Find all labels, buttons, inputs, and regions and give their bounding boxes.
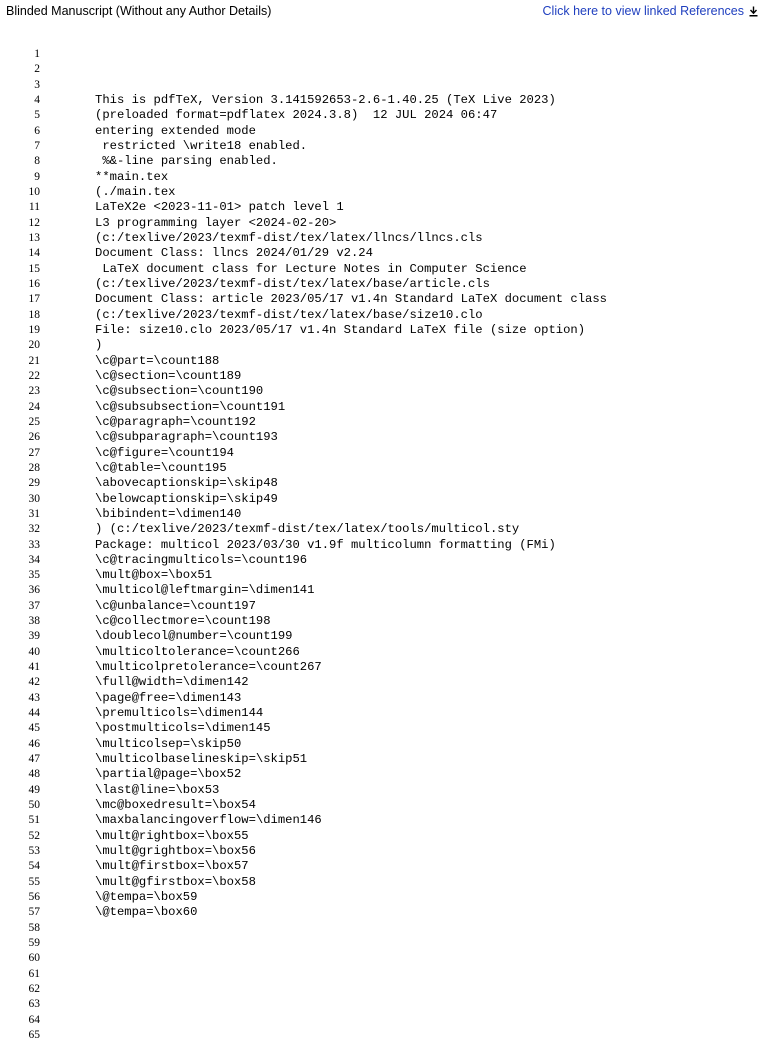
log-line: \mc@boxedresult=\box54 — [95, 798, 256, 813]
line-number: 63 — [28, 998, 40, 1011]
log-line: \mult@grightbox=\box56 — [95, 844, 256, 859]
line-number: 18 — [28, 308, 40, 321]
log-line: Document Class: article 2023/05/17 v1.4n Standard LaTeX document class — [95, 292, 607, 307]
log-line: \mult@firstbox=\box57 — [95, 859, 249, 874]
line-number: 21 — [28, 354, 40, 367]
log-line: (c:/texlive/2023/texmf-dist/tex/latex/base/size10.clo — [95, 307, 483, 322]
log-line: \multicolsep=\skip50 — [95, 736, 242, 751]
line-number: 36 — [28, 584, 40, 597]
line-number: 4 — [34, 93, 40, 106]
log-line: restricted \write18 enabled. — [95, 138, 308, 153]
line-number: 34 — [28, 553, 40, 566]
line-number: 7 — [34, 139, 40, 152]
line-number: 1 — [34, 48, 40, 60]
line-number: 19 — [28, 323, 40, 336]
line-number: 27 — [28, 446, 40, 459]
line-number: 14 — [28, 247, 40, 260]
log-line: **main.tex — [95, 169, 169, 184]
line-number: 12 — [28, 216, 40, 229]
log-line: \c@subparagraph=\count193 — [95, 430, 278, 445]
log-line: \page@free=\dimen143 — [95, 690, 242, 705]
manuscript-header-title: Blinded Manuscript (Without any Author Details) — [6, 4, 272, 18]
line-number: 28 — [28, 461, 40, 474]
log-line: \multicolbaselineskip=\skip51 — [95, 752, 308, 767]
log-line: \c@tracingmulticols=\count196 — [95, 552, 308, 567]
log-line: \maxbalancingoverflow=\dimen146 — [95, 813, 322, 828]
log-line: \multicolpretolerance=\count267 — [95, 660, 322, 675]
log-line — [95, 982, 607, 997]
log-line — [95, 78, 607, 93]
line-number: 6 — [34, 124, 40, 137]
log-line: \mult@box=\box51 — [95, 568, 213, 583]
line-number: 32 — [28, 523, 40, 536]
line-number: 24 — [28, 400, 40, 413]
log-line: Package: multicol 2023/03/30 v1.9f multicolumn formatting (FMi) — [95, 537, 556, 552]
log-line: ) — [95, 338, 103, 353]
log-line: ) (c:/texlive/2023/texmf-dist/tex/latex/tools/multicol.sty — [95, 522, 520, 537]
line-number: 65 — [28, 1029, 40, 1041]
line-number: 45 — [28, 722, 40, 735]
log-line — [95, 47, 607, 62]
line-number-gutter — [20, 47, 40, 1043]
line-number: 23 — [28, 385, 40, 398]
log-line: \premulticols=\dimen144 — [95, 706, 264, 721]
log-line: \c@unbalance=\count197 — [95, 598, 256, 613]
log-line: \abovecaptionskip=\skip48 — [95, 476, 278, 491]
log-line: \mult@gfirstbox=\box58 — [95, 874, 256, 889]
log-line: (c:/texlive/2023/texmf-dist/tex/latex/base/article.cls — [95, 276, 490, 291]
line-number: 61 — [28, 967, 40, 980]
line-number: 11 — [28, 201, 40, 214]
line-number: 60 — [28, 952, 40, 965]
log-line: (c:/texlive/2023/texmf-dist/tex/latex/llncs/llncs.cls — [95, 230, 483, 245]
log-line: \bibindent=\dimen140 — [95, 506, 242, 521]
log-line: \full@width=\dimen142 — [95, 675, 249, 690]
line-number: 30 — [28, 492, 40, 505]
line-number: 62 — [28, 983, 40, 996]
log-line: \partial@page=\box52 — [95, 767, 242, 782]
line-number: 29 — [28, 477, 40, 490]
log-line: \c@section=\count189 — [95, 368, 242, 383]
line-number: 3 — [34, 78, 40, 91]
line-number: 20 — [28, 339, 40, 352]
log-line: \c@collectmore=\count198 — [95, 614, 271, 629]
log-line: %&-line parsing enabled. — [95, 154, 278, 169]
log-line: (./main.tex — [95, 184, 176, 199]
line-number: 55 — [28, 875, 40, 888]
log-line: L3 programming layer <2024-02-20> — [95, 215, 337, 230]
log-line — [95, 967, 607, 982]
log-line: entering extended mode — [95, 123, 256, 138]
log-line — [95, 951, 607, 966]
line-number: 47 — [28, 753, 40, 766]
line-number: 8 — [34, 155, 40, 168]
view-references-link[interactable] — [543, 4, 758, 18]
line-number: 43 — [28, 691, 40, 704]
tex-log-text — [95, 47, 607, 997]
line-number: 25 — [28, 415, 40, 428]
line-number: 31 — [28, 507, 40, 520]
log-line: \doublecol@number=\count199 — [95, 629, 293, 644]
log-line: \c@subsubsection=\count191 — [95, 399, 286, 414]
log-line: (preloaded format=pdflatex 2024.3.8) 12 JUL 2024 06:47 — [95, 108, 498, 123]
line-number: 39 — [28, 630, 40, 643]
line-number: 35 — [28, 569, 40, 582]
line-number: 57 — [28, 906, 40, 919]
log-line: \@tempa=\box60 — [95, 905, 198, 920]
log-line: \c@subsection=\count190 — [95, 384, 264, 399]
line-number: 53 — [28, 845, 40, 858]
log-line: \c@part=\count188 — [95, 353, 220, 368]
line-number: 16 — [28, 277, 40, 290]
line-number: 44 — [28, 707, 40, 720]
line-number: 46 — [28, 737, 40, 750]
line-number: 56 — [28, 891, 40, 904]
log-line — [95, 936, 607, 951]
line-number: 9 — [34, 170, 40, 183]
line-number: 33 — [28, 538, 40, 551]
line-number: 26 — [28, 431, 40, 444]
line-number: 59 — [28, 937, 40, 950]
log-line: This is pdfTeX, Version 3.141592653-2.6-1.40.25 (TeX Live 2023) — [95, 92, 556, 107]
line-number: 52 — [28, 829, 40, 842]
line-number: 64 — [28, 1013, 40, 1026]
line-number: 38 — [28, 615, 40, 628]
line-number: 13 — [28, 231, 40, 244]
log-line: Document Class: llncs 2024/01/29 v2.24 — [95, 246, 373, 261]
line-number: 48 — [28, 768, 40, 781]
log-line: \@tempa=\box59 — [95, 890, 198, 905]
line-number: 10 — [28, 185, 40, 198]
line-number: 50 — [28, 799, 40, 812]
log-line: \multicoltolerance=\count266 — [95, 644, 300, 659]
log-line — [95, 921, 607, 936]
line-number: 54 — [28, 860, 40, 873]
log-line: \belowcaptionskip=\skip49 — [95, 491, 278, 506]
line-number: 2 — [34, 63, 40, 76]
log-line: \c@paragraph=\count192 — [95, 414, 256, 429]
line-number: 41 — [28, 661, 40, 674]
log-line: \mult@rightbox=\box55 — [95, 828, 249, 843]
log-line: LaTeX document class for Lecture Notes in Computer Science — [95, 261, 527, 276]
line-number: 22 — [28, 369, 40, 382]
line-number: 51 — [28, 814, 40, 827]
line-number: 58 — [28, 921, 40, 934]
log-line: \c@table=\count195 — [95, 460, 227, 475]
line-number: 49 — [28, 783, 40, 796]
line-number: 15 — [28, 262, 40, 275]
log-line: LaTeX2e <2023-11-01> patch level 1 — [95, 200, 344, 215]
line-number: 17 — [28, 293, 40, 306]
line-number: 5 — [34, 109, 40, 122]
line-number: 42 — [28, 676, 40, 689]
line-number: 40 — [28, 645, 40, 658]
log-line: \postmulticols=\dimen145 — [95, 721, 271, 736]
view-references-label: Click here to view linked References — [542, 4, 744, 18]
log-line: File: size10.clo 2023/05/17 v1.4n Standard LaTeX file (size option) — [95, 322, 586, 337]
log-line: \last@line=\box53 — [95, 782, 220, 797]
line-number: 37 — [28, 599, 40, 612]
log-line: \multicol@leftmargin=\dimen141 — [95, 583, 315, 598]
download-icon[interactable] — [749, 6, 758, 17]
log-line: \c@figure=\count194 — [95, 445, 234, 460]
log-line — [95, 62, 607, 77]
